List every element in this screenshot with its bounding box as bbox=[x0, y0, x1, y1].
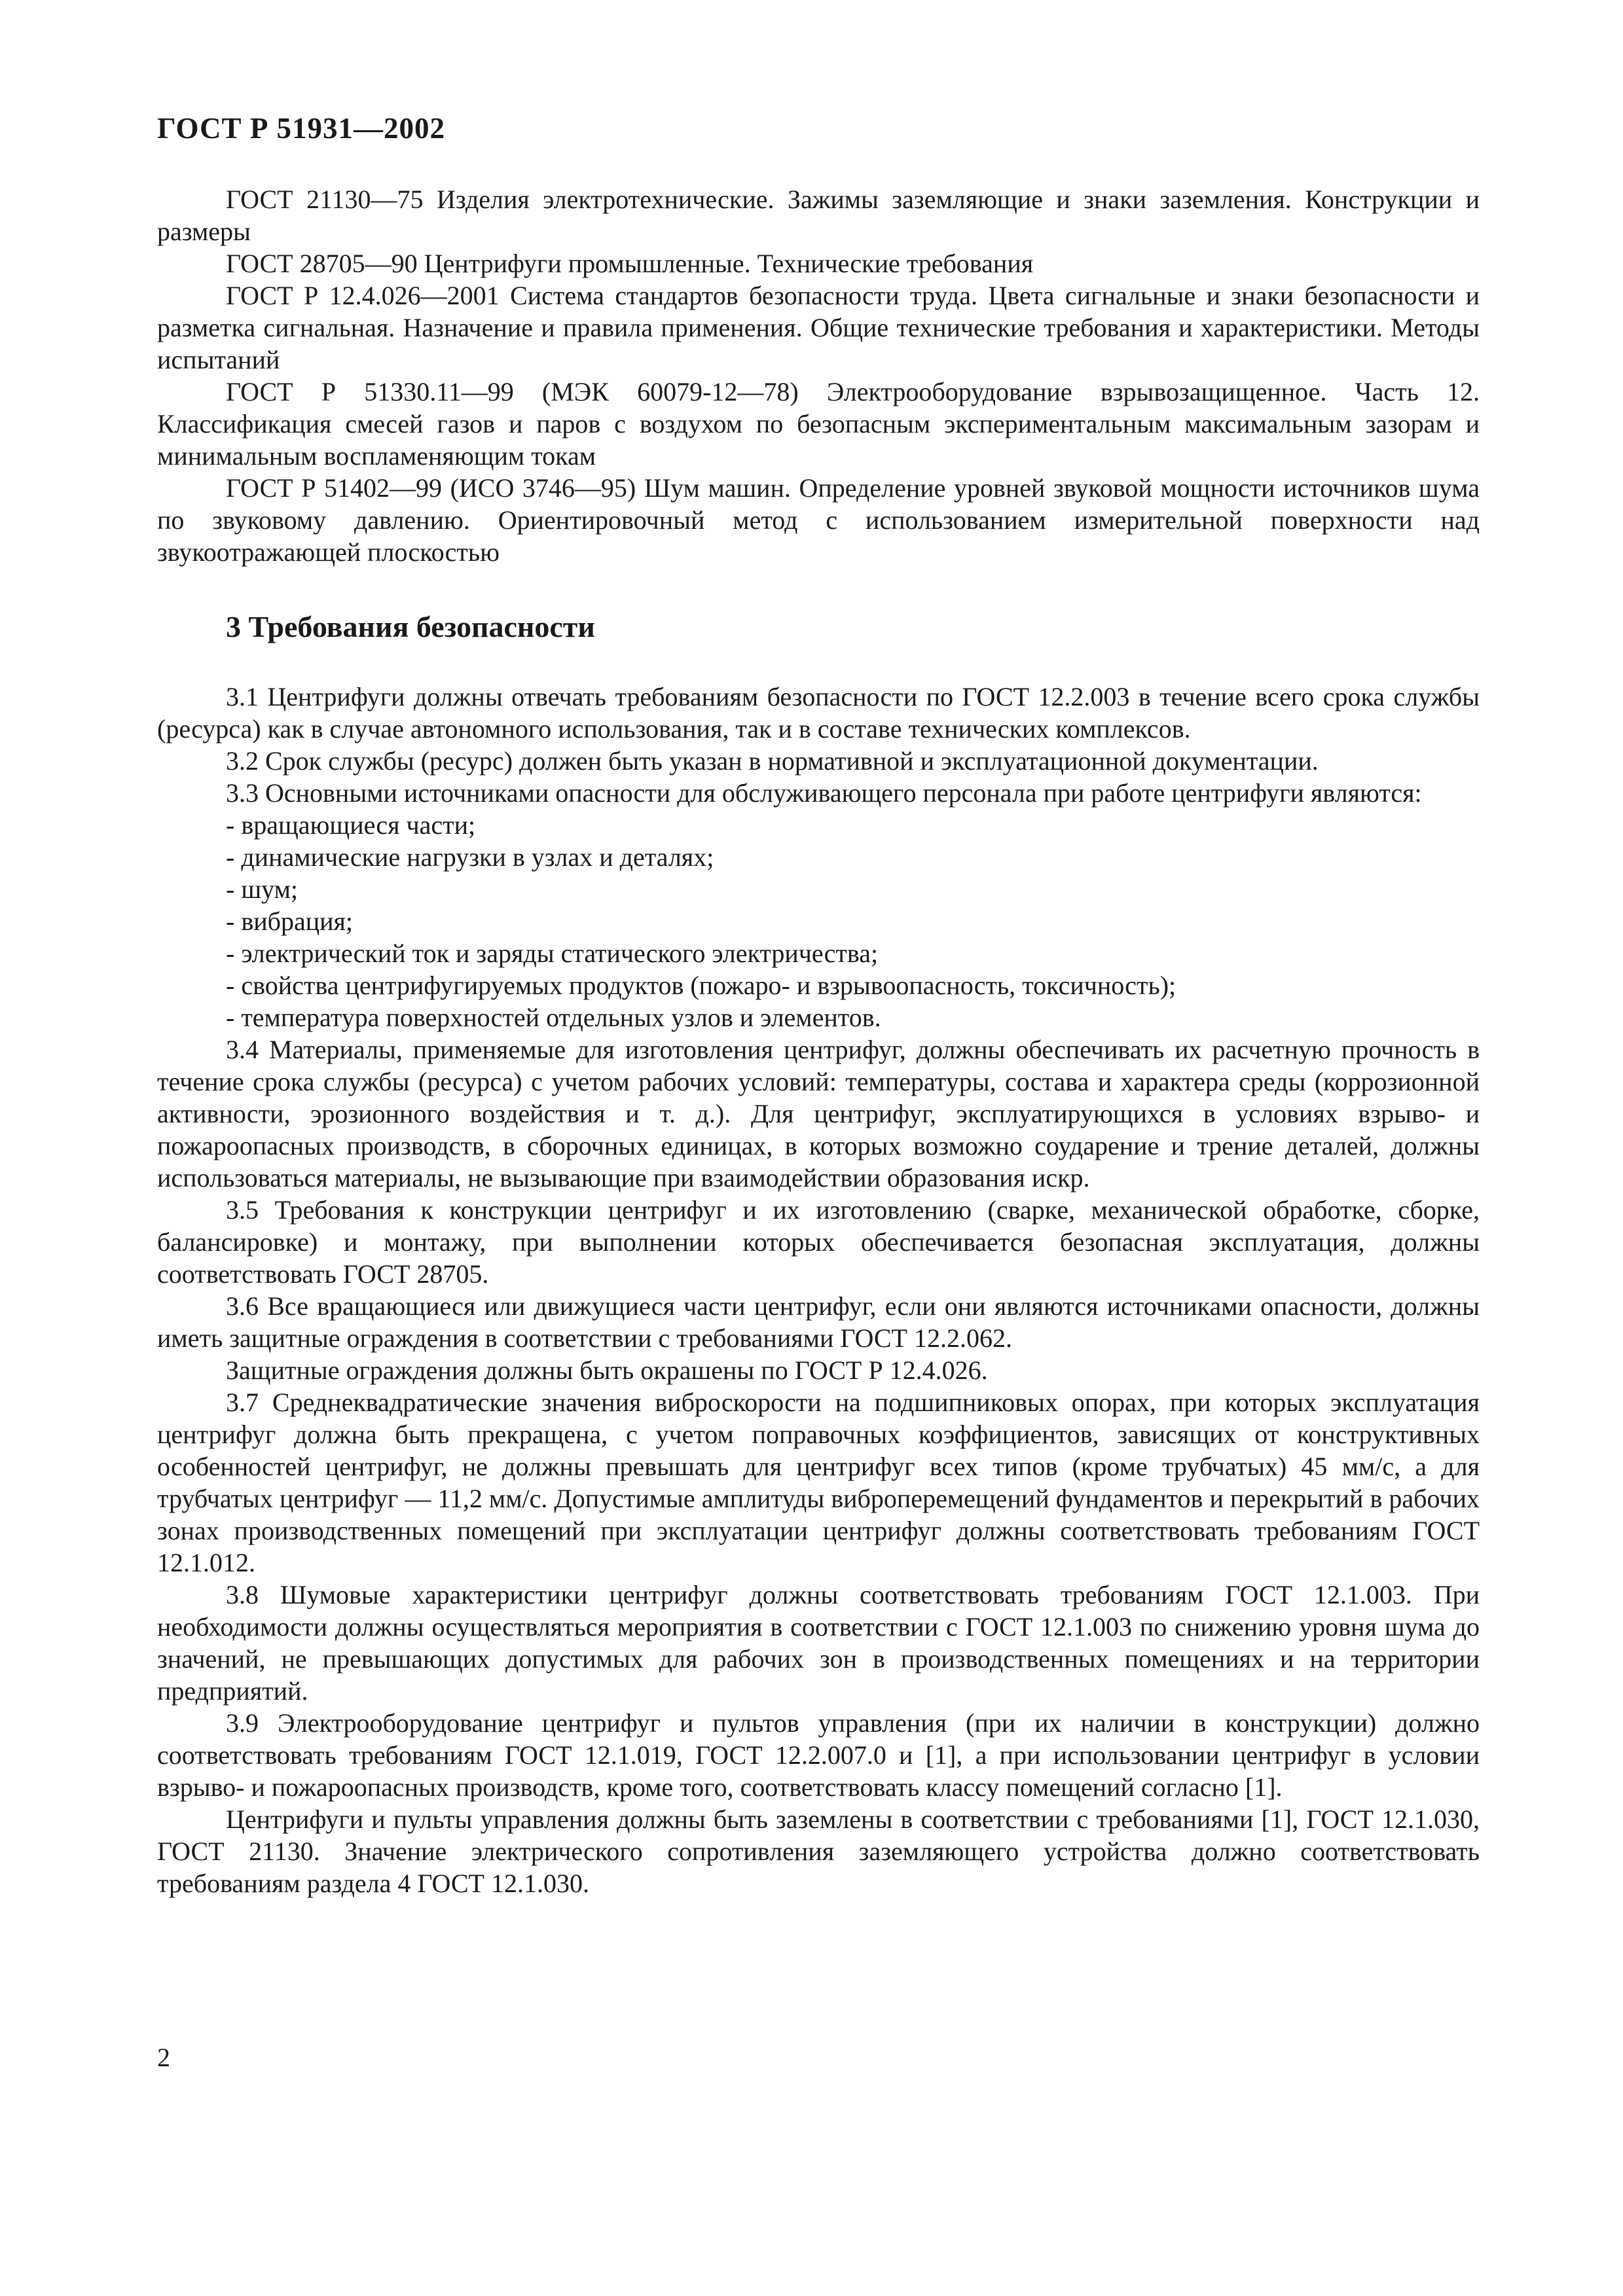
hazard-list-item: - вращающиеся части; bbox=[226, 810, 476, 840]
hazard-list-item: - динамические нагрузки в узлах и деталях; bbox=[226, 842, 714, 872]
hazard-list-item: - температура поверхностей отдельных узлов и элементов. bbox=[226, 1003, 881, 1032]
paragraph-3-2: 3.2 Срок службы (ресурс) должен быть указан в нормативной и эксплуатационной документации. bbox=[226, 746, 1319, 776]
paragraph-3-1: 3.1 Центрифуги должны отвечать требованиям безопасности по ГОСТ 12.2.003 в течение всего срока службы (ресурса) как в случае автономного использования, так и в составе технических комплексов. bbox=[157, 682, 1480, 744]
paragraph-3-6: 3.6 Все вращающиеся или движущиеся части центрифуг, если они являются источниками опасности, должны иметь защитные ограждения в соответствии с требованиями ГОСТ 12.2.062. bbox=[157, 1291, 1480, 1353]
paragraph-3-7: 3.7 Среднеквадратические значения виброскорости на подшипниковых опорах, при которых эксплуатация центрифуг должна быть прекращена, с учетом поправочных коэффициентов, зависящих от конструктивных особенностей центрифуг, не должны превышать для центрифуг всех типов (кроме трубчатых) 45 мм/с, а для трубчатых центрифуг — 11,2 мм/с. Допустимые амплитуды виброперемещений фундаментов и перекрытий в рабочих зонах производственных помещений при эксплуатации центрифуг должны соответствовать требованиям ГОСТ 12.1.012. bbox=[157, 1388, 1480, 1577]
paragraph-3-9-grounding: Центрифуги и пульты управления должны быть заземлены в соответствии с требованиями [1], ГОСТ 12.1.030, ГОСТ 21130. Значение электрического сопротивления заземляющего устройства должно соответствовать требованиям раздела 4 ГОСТ 12.1.030. bbox=[157, 1804, 1480, 1898]
section-title: 3 Требования безопасности bbox=[226, 610, 595, 643]
reference-gost-r-51330-11: ГОСТ Р 51330.11—99 (МЭК 60079-12—78) Электрооборудование взрывозащищенное. Часть 12. Классификация смесей газов и паров с воздухом по безопасным экспериментальным максимальным зазорам и минимальным воспламеняющим токам bbox=[157, 377, 1480, 471]
hazard-list-item: - свойства центрифугируемых продуктов (пожаро- и взрывоопасность, токсичность); bbox=[226, 971, 1176, 1000]
reference-gost-21130: ГОСТ 21130—75 Изделия электротехнические. Зажимы заземляющие и знаки заземления. Конструкции и размеры bbox=[157, 185, 1480, 246]
reference-gost-r-12-4-026: ГОСТ Р 12.4.026—2001 Система стандартов безопасности труда. Цвета сигнальные и знаки безопасности и разметка сигнальная. Назначение и правила применения. Общие технические требования и характеристики. Методы испытаний bbox=[157, 281, 1480, 374]
paragraph-3-4: 3.4 Материалы, применяемые для изготовления центрифуг, должны обеспечивать их расчетную прочность в течение срока службы (ресурса) с учетом рабочих условий: температуры, состава и характера среды (коррозионной активности, эрозионного воздействия и т. д.). Для центрифуг, эксплуатирующихся в условиях взрыво- и пожароопасных производств, в сборочных единицах, в которых возможно соударение и трение деталей, должны использоваться материалы, не вызывающие при взаимодействии образования искр. bbox=[157, 1035, 1480, 1193]
paragraph-3-8: 3.8 Шумовые характеристики центрифуг должны соответствовать требованиям ГОСТ 12.1.003. При необходимости должны осуществляться мероприятия в соответствии с ГОСТ 12.1.003 по снижению уровня шума до значений, не превышающих допустимых для рабочих зон в производственных помещениях и на территории предприятий. bbox=[157, 1580, 1480, 1706]
reference-gost-r-51402: ГОСТ Р 51402—99 (ИСО 3746—95) Шум машин. Определение уровней звуковой мощности источников шума по звуковому давлению. Ориентировочный метод с использованием измерительной поверхности над звукоотражающей плоскостью bbox=[157, 473, 1480, 567]
paragraph-3-3: 3.3 Основными источниками опасности для обслуживающего персонала при работе центрифуги являются: bbox=[226, 778, 1422, 808]
paragraph-3-9: 3.9 Электрооборудование центрифуг и пультов управления (при их наличии в конструкции) должно соответствовать требованиям ГОСТ 12.1.019, ГОСТ 12.2.007.0 и [1], а при использовании центрифуг в условии взрыво- и пожароопасных производств, кроме того, соответствовать классу помещений согласно [1]. bbox=[157, 1708, 1480, 1802]
hazard-list-item: - шум; bbox=[226, 874, 299, 904]
page-number: 2 bbox=[157, 2043, 170, 2072]
hazard-list-item: - вибрация; bbox=[226, 906, 354, 936]
paragraph-3-6-guards: Защитные ограждения должны быть окрашены по ГОСТ Р 12.4.026. bbox=[226, 1355, 988, 1385]
page-content bbox=[157, 183, 1480, 1899]
hazard-list-item: - электрический ток и заряды статического электричества; bbox=[226, 939, 879, 968]
reference-gost-28705: ГОСТ 28705—90 Центрифуги промышленные. Технические требования bbox=[226, 249, 1034, 278]
document-header: ГОСТ Р 51931—2002 bbox=[157, 112, 446, 145]
paragraph-3-5: 3.5 Требования к конструкции центрифуг и их изготовлению (сварке, механической обработке, сборке, балансировке) и монтажу, при выполнении которых обеспечивается безопасная эксплуатация, должны соответствовать ГОСТ 28705. bbox=[157, 1195, 1480, 1289]
